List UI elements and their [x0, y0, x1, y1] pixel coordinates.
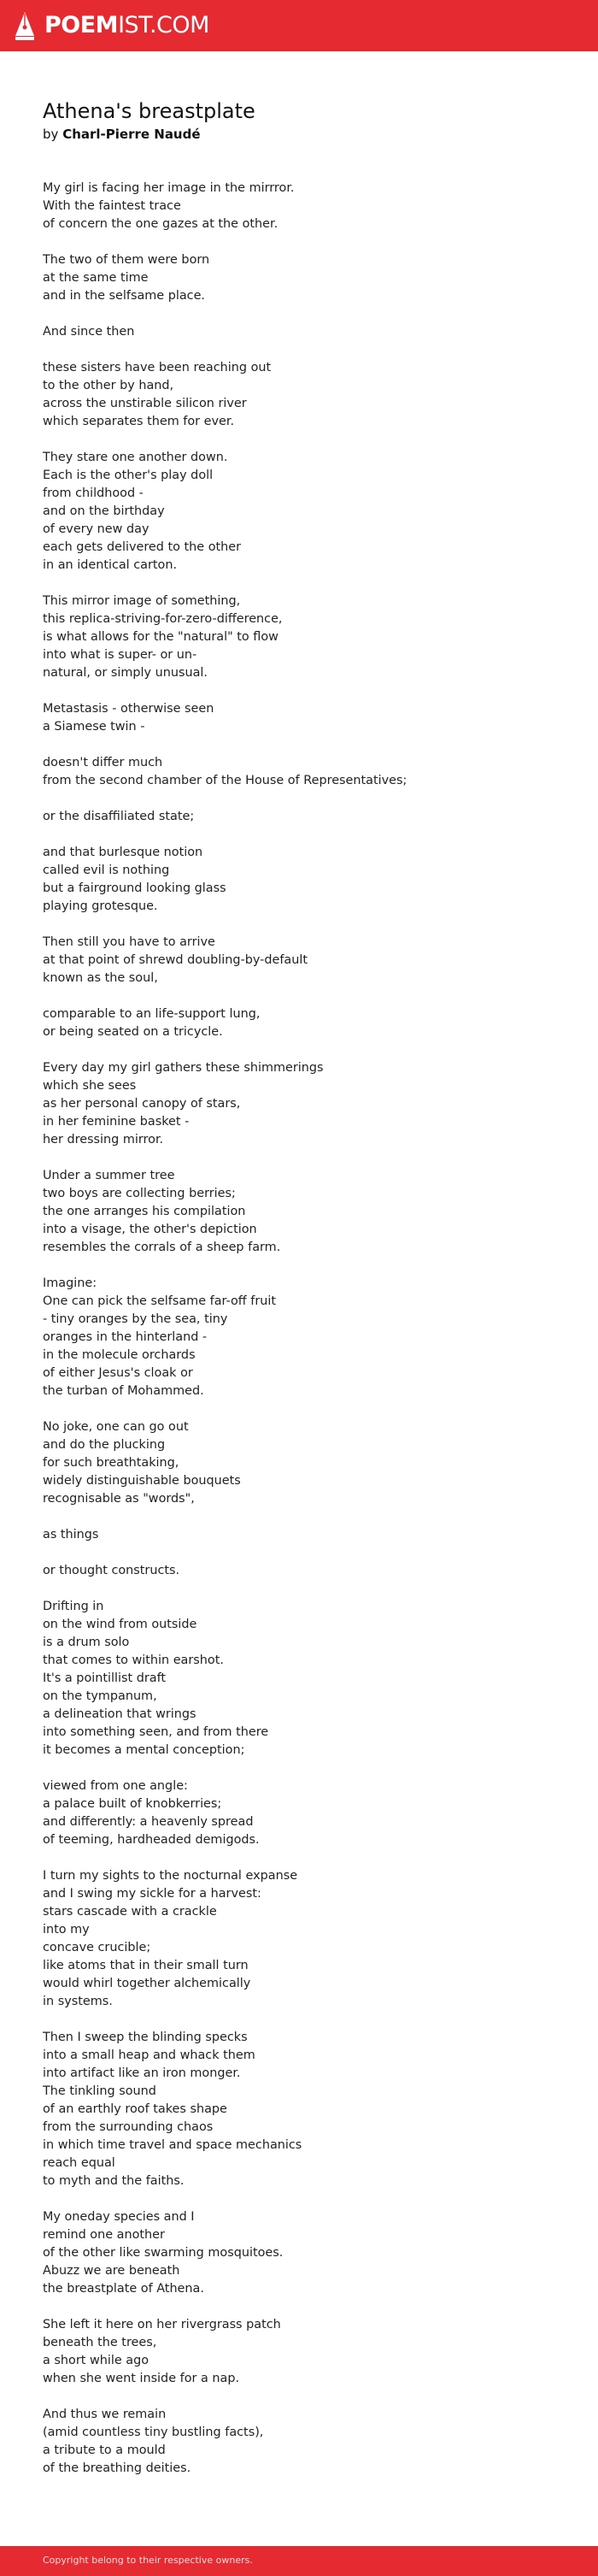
footer-copyright: Copyright belong to their respective owners. — [43, 2555, 253, 2566]
poem-line: into my — [43, 1923, 90, 1936]
logo-light-part: IST.COM — [118, 12, 209, 38]
poem-line: I turn my sights to the nocturnal expanse — [43, 1869, 298, 1883]
poem-line: widely distinguishable bouquets — [43, 1474, 241, 1488]
poem-stanza — [43, 1167, 564, 1257]
poem-line: that comes to within earshot. — [43, 1653, 224, 1667]
poem-line: from the surrounding chaos — [43, 2120, 214, 2134]
logo-bold-part: POEM — [44, 12, 119, 38]
poem-line: remind one another — [43, 2228, 165, 2242]
poem-line: Then still you have to arrive — [43, 935, 215, 949]
poem-line: like atoms that in their small turn — [43, 1959, 249, 1972]
poem-line: of either Jesus's cloak or — [43, 1366, 193, 1380]
poem-line: reach equal — [43, 2156, 115, 2170]
poem-line: Every day my girl gathers these shimmerings — [43, 1061, 324, 1075]
poem-line: natural, or simply unusual. — [43, 666, 208, 680]
poem-title: Athena's breastplate — [43, 99, 255, 123]
poem-line: these sisters have been reaching out — [43, 361, 272, 374]
poem-line: the turban of Mohammed. — [43, 1384, 204, 1398]
poem-line: or thought constructs. — [43, 1564, 180, 1577]
poem-stanza — [43, 251, 564, 305]
poem-line: her dressing mirror. — [43, 1133, 164, 1147]
poem-line: across the unstirable silicon river — [43, 397, 247, 410]
poem-stanza — [43, 1598, 564, 1760]
poem-stanza — [43, 2029, 564, 2190]
poem-line: It's a pointillist draft — [43, 1671, 167, 1685]
poem-line: and do the plucking — [43, 1438, 166, 1452]
poem-line: called evil is nothing — [43, 864, 170, 877]
poem-line: Then I sweep the blinding specks — [43, 2031, 248, 2044]
poem-stanza — [43, 592, 564, 682]
author-link[interactable]: Charl-Pierre Naudé — [62, 127, 201, 142]
poem-line: and that burlesque notion — [43, 846, 203, 859]
poem-line: or being seated on a tricycle. — [43, 1025, 223, 1039]
poem-stanza — [43, 449, 564, 575]
poem-line: the one arranges his compilation — [43, 1205, 246, 1218]
poem-stanza — [43, 1867, 564, 2011]
site-logo-link[interactable] — [14, 10, 209, 41]
poem-line: My oneday species and I — [43, 2210, 195, 2224]
poem-line: The two of them were born — [43, 253, 210, 267]
poem-line: concave crucible; — [43, 1941, 151, 1954]
poem-line: at that point of shrewd doubling-by-default — [43, 953, 308, 967]
poem-stanza — [43, 934, 564, 987]
poem-stanza — [43, 1777, 564, 1849]
poem-line: from the second chamber of the House of Representatives; — [43, 774, 407, 787]
poem-line: of the breathing deities. — [43, 2461, 191, 2475]
poem-line: Imagine: — [43, 1276, 97, 1290]
poem-stanza — [43, 700, 564, 736]
poem-line: or the disaffiliated state; — [43, 810, 195, 823]
poem-line: for such breathtaking, — [43, 1456, 179, 1470]
poem-line: at the same time — [43, 271, 149, 285]
poem-line: And thus we remain — [43, 2408, 167, 2421]
poem-line: which separates them for ever. — [43, 415, 235, 428]
poem-line: - tiny oranges by the sea, tiny — [43, 1312, 228, 1326]
poem-line: With the faintest trace — [43, 199, 181, 213]
poem-line: playing grotesque. — [43, 899, 158, 913]
poem-line: And since then — [43, 325, 135, 339]
poem-line: a delineation that wrings — [43, 1707, 196, 1721]
poem-line: This mirror image of something, — [43, 594, 241, 608]
site-footer — [0, 2546, 598, 2576]
poem-line: when she went inside for a nap. — [43, 2372, 240, 2385]
poem-line: and differently: a heavenly spread — [43, 1815, 254, 1829]
poem-line: which she sees — [43, 1079, 137, 1093]
poem-line: into what is super- or un- — [43, 648, 197, 662]
site-logo-text — [44, 10, 209, 41]
poem-line: to the other by hand, — [43, 379, 174, 392]
poem-line: stars cascade with a crackle — [43, 1905, 217, 1919]
poem-line: as her personal canopy of stars, — [43, 1097, 241, 1111]
poem-line: comparable to an life-support lung, — [43, 1007, 261, 1021]
poem-line: They stare one another down. — [43, 451, 228, 464]
poem-line: in systems. — [43, 1995, 113, 2008]
poem-line: and on the birthday — [43, 504, 165, 518]
poem-line: as things — [43, 1528, 99, 1541]
poem-line: a Siamese twin - — [43, 720, 145, 734]
poem-line: Abuzz we are beneath — [43, 2264, 180, 2278]
poem-line: of teeming, hardheaded demigods. — [43, 1833, 260, 1847]
poem-line: on the tympanum, — [43, 1689, 157, 1703]
poem-line: No joke, one can go out — [43, 1420, 189, 1434]
poem-line: two boys are collecting berries; — [43, 1187, 236, 1200]
poem-line: My girl is facing her image in the mirrror. — [43, 181, 295, 195]
poem-line: is what allows for the "natural" to flow — [43, 630, 278, 644]
poem-line: the breastplate of Athena. — [43, 2282, 204, 2296]
poem-stanza — [43, 2406, 564, 2478]
poem-stanza — [43, 1562, 564, 1580]
poem-line: recognisable as "words", — [43, 1492, 195, 1506]
poem-byline — [43, 125, 564, 144]
poem-stanza — [43, 754, 564, 790]
site-header — [0, 0, 598, 51]
poem-line: on the wind from outside — [43, 1618, 197, 1631]
poem-line: in which time travel and space mechanics — [43, 2138, 302, 2152]
poem-line: beneath the trees, — [43, 2336, 157, 2349]
poem-line: this replica-striving-for-zero-difference, — [43, 612, 283, 626]
poem-line: but a fairground looking glass — [43, 881, 226, 895]
poem-line: a palace built of knobkerries; — [43, 1797, 222, 1811]
poem-line: in an identical carton. — [43, 558, 178, 572]
poem-line: into artifact like an iron monger. — [43, 2066, 241, 2080]
poem-content — [43, 97, 564, 2496]
poem-stanza — [43, 359, 564, 431]
poem-line: The tinkling sound — [43, 2084, 156, 2098]
poem-line: She left it here on her rivergrass patch — [43, 2318, 281, 2331]
poem-line: in the molecule orchards — [43, 1348, 196, 1362]
poem-line: from childhood - — [43, 486, 144, 500]
byline-prefix: by — [43, 127, 59, 142]
poem-line: would whirl together alchemically — [43, 1977, 251, 1990]
poem-line: a short while ago — [43, 2354, 150, 2367]
poem-line: of concern the one gazes at the other. — [43, 217, 278, 231]
poem-line: to myth and the faiths. — [43, 2174, 185, 2188]
poem-line: known as the soul, — [43, 971, 158, 985]
poem-stanza — [43, 2208, 564, 2298]
poem-stanza — [43, 1005, 564, 1041]
poem-line: doesn't differ much — [43, 756, 163, 769]
poem-stanza — [43, 323, 564, 341]
poem-line: into a visage, the other's depiction — [43, 1223, 257, 1236]
poem-line: in her feminine basket - — [43, 1115, 190, 1129]
poem-line: Drifting in — [43, 1600, 104, 1613]
poem-line: a tribute to a mould — [43, 2443, 166, 2457]
poem-line: Each is the other's play doll — [43, 469, 214, 482]
poem-line: into a small heap and whack them — [43, 2048, 255, 2062]
poem-line: Metastasis - otherwise seen — [43, 702, 214, 716]
poem-line: it becomes a mental conception; — [43, 1743, 245, 1757]
poem-stanza — [43, 1418, 564, 1508]
poem-stanza — [43, 844, 564, 916]
poem-body — [43, 180, 564, 2478]
poem-stanza — [43, 180, 564, 233]
poem-line: into something seen, and from there — [43, 1725, 269, 1739]
poem-line: Under a summer tree — [43, 1169, 175, 1182]
poem-stanza — [43, 2316, 564, 2388]
poem-line: One can pick the selfsame far-off fruit — [43, 1294, 276, 1308]
poem-line: viewed from one angle: — [43, 1779, 188, 1793]
poem-line: of the other like swarming mosquitoes. — [43, 2246, 284, 2260]
poem-stanza — [43, 1526, 564, 1544]
poem-line: (amid countless tiny bustling facts), — [43, 2426, 264, 2439]
poem-line: and in the selfsame place. — [43, 289, 206, 303]
poem-line: resembles the corrals of a sheep farm. — [43, 1241, 281, 1254]
poem-stanza — [43, 808, 564, 826]
poem-line: and I swing my sickle for a harvest: — [43, 1887, 261, 1901]
poem-line: is a drum solo — [43, 1636, 130, 1649]
poem-line: each gets delivered to the other — [43, 540, 242, 554]
poem-line: oranges in the hinterland - — [43, 1330, 208, 1344]
poem-line: of an earthly roof takes shape — [43, 2102, 227, 2116]
pen-nib-icon — [14, 10, 36, 41]
poem-stanza — [43, 1275, 564, 1400]
poem-line: of every new day — [43, 522, 150, 536]
poem-stanza — [43, 1059, 564, 1149]
